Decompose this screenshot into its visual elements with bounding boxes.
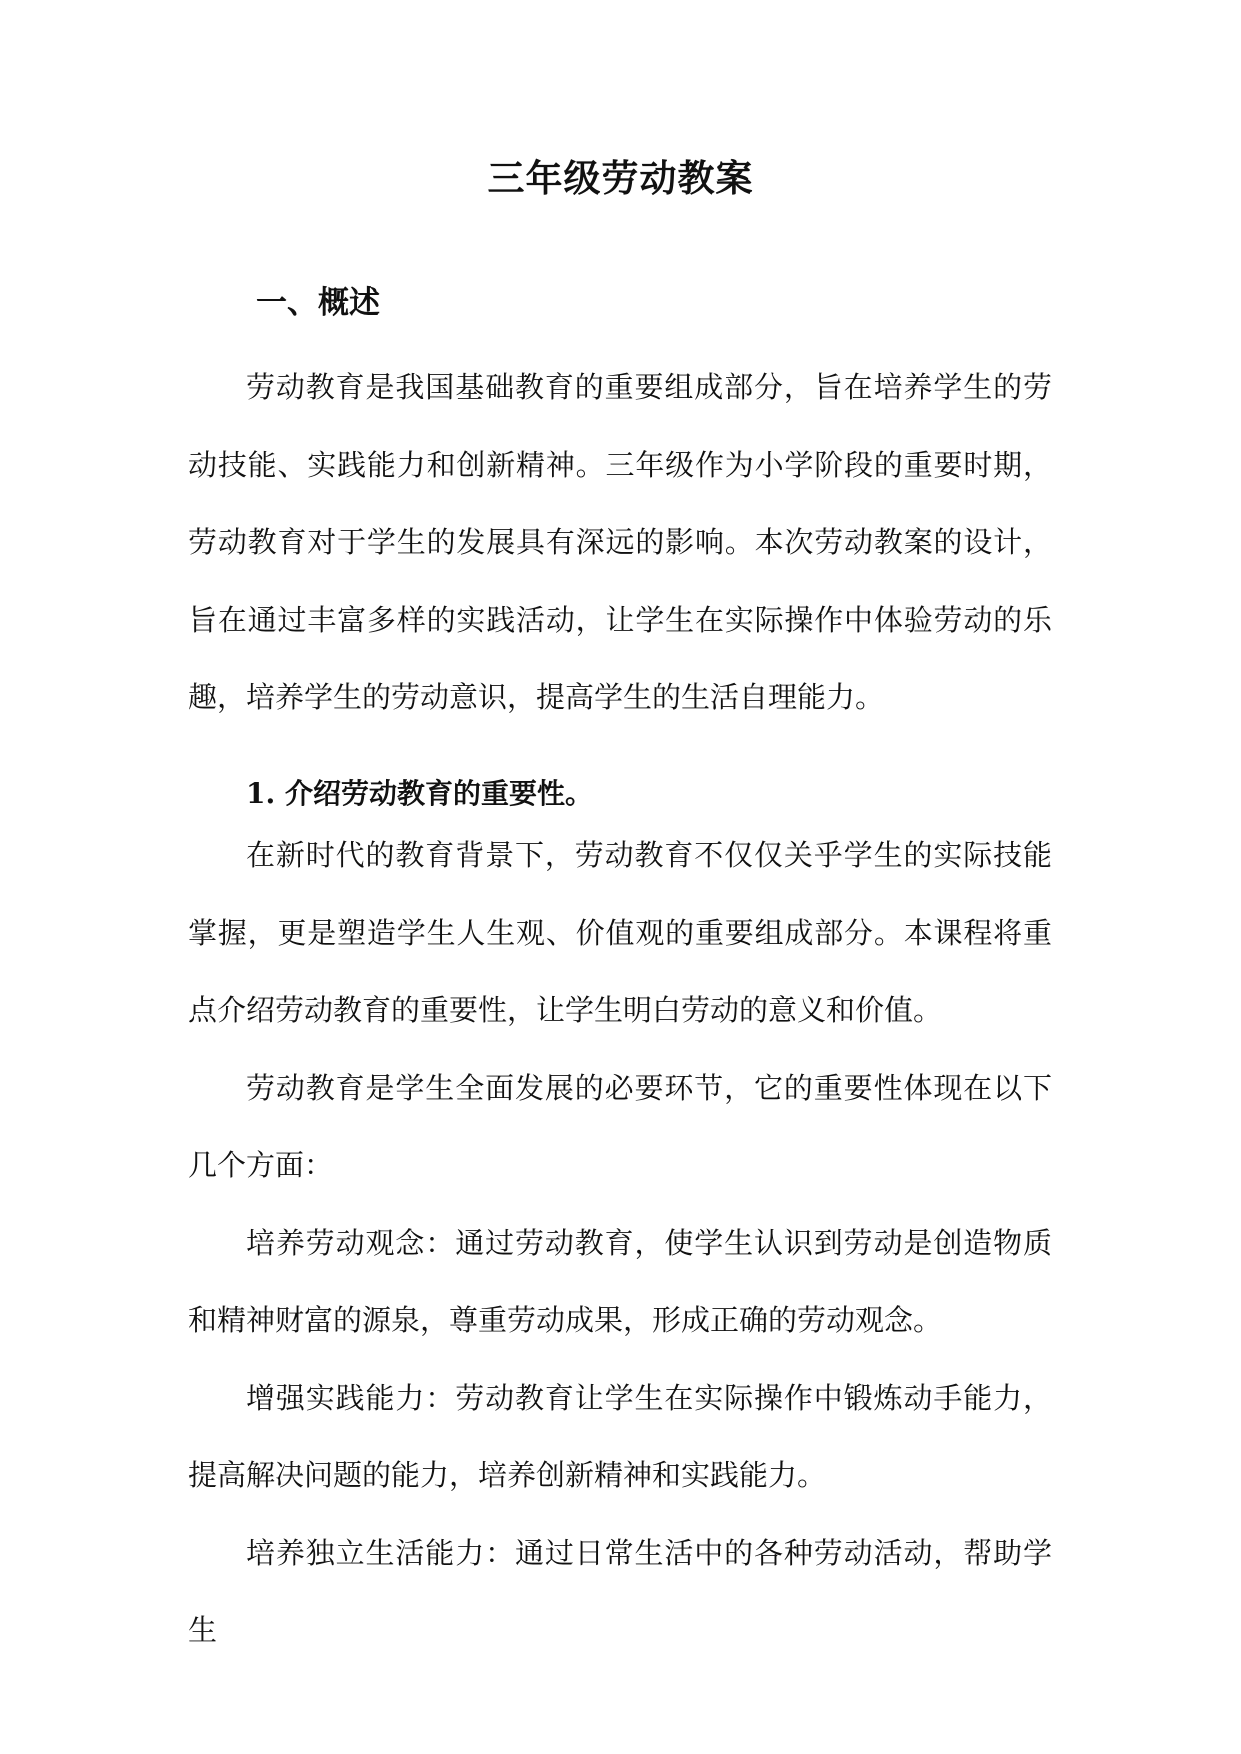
subsection-heading-importance: 1. 介绍劳动教育的重要性。 [246,777,593,810]
document-title: 三年级劳动教案 [487,156,754,200]
paragraph: 增强实践能力：劳动教育让学生在实际操作中锻炼动手能力，提高解决问题的能力，培养创新精神和实践能力。 [188,1380,1052,1492]
paragraph: 在新时代的教育背景下，劳动教育不仅仅关乎学生的实际技能掌握，更是塑造学生人生观、价值观的重要组成部分。本课程将重点介绍劳动教育的重要性，让学生明白劳动的意义和价值。 [188,838,1052,1027]
paragraph: 培养劳动观念：通过劳动教育，使学生认识到劳动是创造物质和精神财富的源泉，尊重劳动成果，形成正确的劳动观念。 [188,1225,1052,1337]
paragraph: 培养独立生活能力：通过日常生活中的各种劳动活动，帮助学生 [188,1535,1052,1647]
overview-body [188,349,1052,737]
importance-body [188,817,1052,1670]
paragraph: 劳动教育是我国基础教育的重要组成部分，旨在培养学生的劳动技能、实践能力和创新精神。三年级作为小学阶段的重要时期，劳动教育对于学生的发展具有深远的影响。本次劳动教案的设计，旨在通过丰富多样的实践活动，让学生在实际操作中体验劳动的乐趣，培养学生的劳动意识，提高学生的生活自理能力。 [188,370,1052,714]
section-heading-overview: 一、概述 [256,285,380,321]
paragraph: 劳动教育是学生全面发展的必要环节，它的重要性体现在以下几个方面： [188,1070,1052,1182]
